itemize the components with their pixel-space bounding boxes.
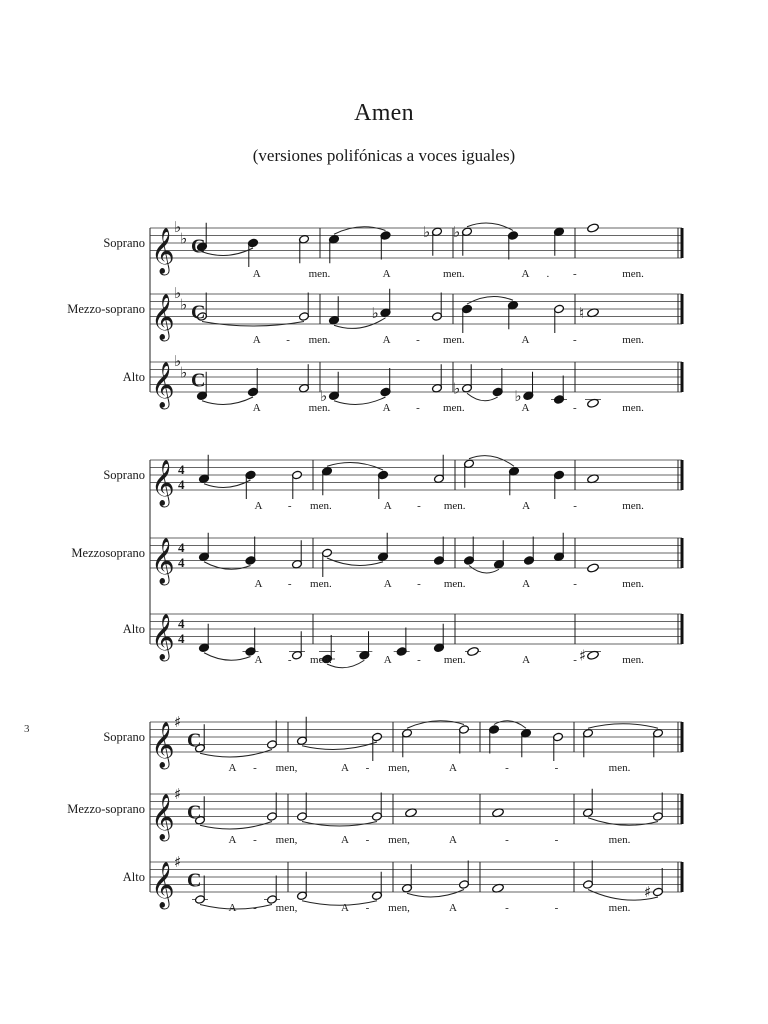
- lyric-syllable: -: [287, 654, 292, 666]
- lyric-syllable: A: [383, 578, 392, 590]
- slur: [327, 463, 383, 470]
- common-time-icon: C: [187, 869, 202, 892]
- system-1: [150, 223, 682, 409]
- lyric-syllable: men.: [310, 578, 332, 590]
- lyric-syllable: men.: [608, 762, 631, 774]
- lyric-syllable: -: [573, 578, 577, 590]
- flat-icon: ♭: [174, 352, 182, 370]
- lyric-syllable: -: [365, 762, 370, 774]
- slur: [407, 890, 464, 897]
- time-signature-numerator: 4: [178, 462, 185, 477]
- note-whole: [587, 563, 600, 573]
- slur: [204, 653, 251, 660]
- lyric-syllable: men,: [275, 834, 298, 846]
- lyric-syllable: men.: [443, 500, 466, 512]
- lyric-syllable: A: [341, 902, 349, 914]
- treble-clef-icon: 𝄞: [151, 614, 175, 660]
- lyric-syllable: A: [383, 654, 392, 666]
- staff-soprano: [150, 223, 682, 267]
- lyric-syllable: -: [572, 334, 577, 346]
- lyric-syllable: -: [286, 334, 290, 346]
- lyric-syllable: men.: [310, 500, 332, 512]
- voice-label: Mezzo-soprano: [67, 302, 145, 316]
- lyric-syllable: -: [505, 834, 509, 846]
- lyric-syllable: men.: [308, 334, 331, 346]
- sharp-icon: ♯: [644, 883, 652, 901]
- lyric-syllable: men,: [275, 902, 298, 914]
- time-signature-denominator: 4: [178, 555, 185, 570]
- lyric-syllable: men,: [388, 762, 410, 774]
- lyric-syllable: men.: [442, 268, 465, 280]
- staff-soprano: [150, 455, 682, 499]
- lyric-syllable: men.: [443, 578, 466, 590]
- lyric-syllable: men.: [622, 268, 644, 280]
- lyric-syllable: men.: [608, 834, 631, 846]
- staff-alto: [150, 614, 682, 668]
- lyric-syllable: men.: [608, 902, 631, 914]
- page-subtitle: (versiones polifónicas a voces iguales): [252, 146, 516, 165]
- flat-icon: ♭: [453, 222, 461, 241]
- lyric-syllable: -: [365, 902, 370, 914]
- sharp-icon: ♯: [174, 853, 182, 871]
- sharp-icon: ♯: [174, 785, 182, 803]
- lyric-syllable: -: [505, 762, 509, 774]
- lyric-syllable: -: [554, 762, 559, 774]
- treble-clef-icon: 𝄞: [151, 794, 175, 840]
- staff-soprano: [150, 717, 682, 761]
- system-3: [150, 717, 682, 909]
- lyric-syllable: A: [449, 902, 457, 914]
- lyric-syllable: A: [382, 402, 391, 414]
- lyric-syllable: A: [383, 500, 392, 512]
- lyric-syllable: -: [573, 654, 577, 666]
- lyric-syllable: A: [252, 268, 261, 280]
- flat-icon: ♭: [371, 303, 379, 322]
- lyric-syllable: men,: [388, 834, 410, 846]
- voice-label: Soprano: [103, 468, 145, 482]
- lyric-syllable: A: [521, 268, 530, 280]
- voice-label: Alto: [122, 622, 145, 636]
- treble-clef-icon: 𝄞: [151, 228, 175, 274]
- lyric-syllable: men.: [310, 654, 332, 666]
- voice-label: Alto: [122, 870, 145, 884]
- lyric-syllable: -: [253, 834, 257, 846]
- slur: [200, 750, 272, 757]
- lyric-syllable: A: [449, 834, 457, 846]
- slur: [467, 297, 513, 304]
- slur: [334, 397, 386, 404]
- voice-label: Mezzosoprano: [71, 546, 145, 560]
- treble-clef-icon: 𝄞: [151, 362, 175, 408]
- lyric-syllable: men,: [388, 902, 410, 914]
- voice-label: Soprano: [103, 730, 145, 744]
- sharp-icon: ♯: [174, 713, 182, 731]
- common-time-icon: C: [191, 301, 206, 324]
- lyric-syllable: A: [228, 834, 237, 846]
- lyric-syllable: A: [382, 268, 391, 280]
- common-time-icon: C: [187, 801, 202, 824]
- page-title: Amen: [354, 100, 414, 126]
- slur: [588, 724, 658, 729]
- lyric-syllable: A: [522, 654, 531, 666]
- treble-clef-icon: 𝄞: [151, 294, 175, 340]
- flat-icon: ♭: [514, 386, 522, 405]
- lyric-syllable: men.: [442, 334, 465, 346]
- lyric-syllable: A: [382, 334, 391, 346]
- slur: [202, 248, 253, 255]
- slur: [327, 558, 383, 565]
- flat-icon: ♭: [180, 295, 188, 314]
- lyric-syllable: -: [365, 834, 370, 846]
- treble-clef-icon: 𝄞: [151, 460, 175, 506]
- lyric-syllable: A: [341, 834, 349, 846]
- common-time-icon: C: [187, 729, 202, 752]
- lyric-syllable: men.: [622, 578, 644, 590]
- time-signature-denominator: 4: [178, 477, 185, 492]
- lyric-syllable: men.: [308, 268, 331, 280]
- lyric-syllable: -: [416, 402, 420, 414]
- lyric-syllable: -: [287, 500, 292, 512]
- lyric-syllable: men.: [442, 402, 465, 414]
- lyric-syllable: -: [416, 334, 420, 346]
- slur: [202, 397, 253, 404]
- staff-mezzosoprano: [150, 533, 682, 577]
- treble-clef-icon: 𝄞: [151, 722, 175, 768]
- lyric-syllable: A: [521, 402, 530, 414]
- lyric-syllable: -: [554, 834, 559, 846]
- common-time-icon: C: [191, 369, 206, 392]
- lyric-syllable: -: [417, 578, 421, 590]
- lyric-syllable: men.: [622, 334, 644, 346]
- lyric-syllable: A: [252, 402, 261, 414]
- natural-icon: ♮: [579, 303, 585, 322]
- lyric-syllable: -: [554, 902, 559, 914]
- lyric-syllable: A: [254, 654, 263, 666]
- lyric-syllable: A: [228, 762, 237, 774]
- lyric-syllable: A: [522, 578, 531, 590]
- lyric-syllable: men.: [622, 500, 644, 512]
- voice-label: Alto: [122, 370, 145, 384]
- lyric-syllable: men.: [308, 402, 331, 414]
- slur: [327, 660, 364, 667]
- time-signature-numerator: 4: [178, 540, 185, 555]
- lyric-syllable: A: [254, 500, 263, 512]
- voice-label: Soprano: [103, 236, 145, 250]
- slur: [200, 822, 272, 829]
- slur: [469, 456, 514, 467]
- lyric-syllable: A: [521, 334, 530, 346]
- staff-mezzo-soprano: [150, 289, 682, 333]
- lyric-syllable: .: [546, 268, 550, 280]
- lyric-syllable: -: [417, 654, 421, 666]
- treble-clef-icon: 𝄞: [151, 538, 175, 584]
- flat-icon: ♭: [174, 284, 182, 302]
- lyric-syllable: men.: [622, 654, 644, 666]
- lyric-syllable: -: [253, 762, 257, 774]
- flat-icon: ♭: [453, 379, 461, 398]
- note-whole: [587, 223, 600, 233]
- slur: [302, 742, 377, 749]
- flat-icon: ♭: [180, 363, 188, 382]
- staff-mezzo-soprano: [150, 789, 682, 829]
- voice-label: Mezzo-soprano: [67, 802, 145, 816]
- lyric-syllable: men.: [443, 654, 466, 666]
- sharp-icon: ♯: [579, 646, 587, 665]
- flat-icon: ♭: [423, 222, 431, 241]
- time-signature-numerator: 4: [178, 616, 185, 631]
- flat-icon: ♭: [180, 229, 188, 248]
- lyric-syllable: -: [253, 902, 257, 914]
- section-number: 3: [24, 723, 30, 735]
- lyric-syllable: A: [254, 578, 263, 590]
- lyric-syllable: men,: [275, 762, 298, 774]
- lyric-syllable: men.: [622, 402, 644, 414]
- flat-icon: ♭: [174, 218, 182, 236]
- lyric-syllable: -: [572, 268, 577, 280]
- lyric-syllable: A: [341, 762, 349, 774]
- lyric-syllable: -: [572, 402, 577, 414]
- lyric-syllable: A: [522, 500, 531, 512]
- lyric-syllable: -: [287, 578, 292, 590]
- time-signature-denominator: 4: [178, 631, 185, 646]
- lyric-syllable: -: [573, 500, 577, 512]
- lyric-syllable: A: [252, 334, 261, 346]
- lyric-syllable: A: [228, 902, 237, 914]
- lyric-syllable: -: [417, 500, 421, 512]
- common-time-icon: C: [191, 235, 206, 258]
- slur: [467, 223, 513, 230]
- treble-clef-icon: 𝄞: [151, 862, 175, 908]
- lyric-syllable: A: [449, 762, 457, 774]
- flat-icon: ♭: [320, 386, 328, 405]
- slur: [204, 480, 251, 487]
- system-2: [150, 455, 682, 668]
- lyric-syllable: -: [505, 902, 509, 914]
- note-whole: [467, 646, 480, 656]
